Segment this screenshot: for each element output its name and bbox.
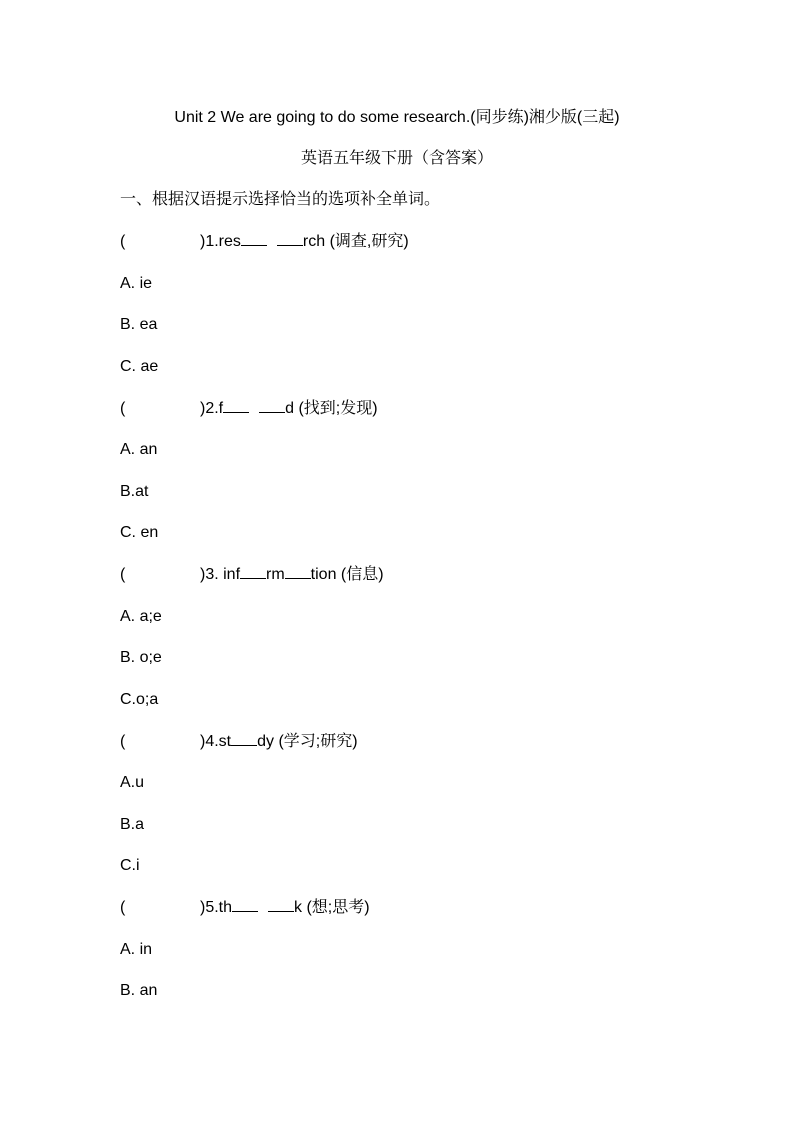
answer-blank: [268, 897, 294, 912]
option-1a: A. ie: [120, 275, 153, 292]
option-4b: B.a: [120, 816, 145, 833]
option-1c: C. ae: [120, 358, 159, 375]
document-title: Unit 2 We are going to do some research.(同步练)湘少版(三起): [174, 109, 620, 126]
question-number-stem: )4.st: [200, 733, 232, 750]
answer-paren: (: [120, 733, 126, 750]
option-1b: B. ea: [120, 316, 158, 333]
answer-paren: (: [120, 400, 126, 417]
option-3b: B. o;e: [120, 649, 162, 666]
question-hint: d (找到;发现): [285, 400, 378, 417]
document-subtitle: 英语五年级下册（含答案）: [300, 150, 493, 167]
option-5a: A. in: [120, 941, 153, 958]
option-3c: C.o;a: [120, 691, 159, 708]
option-5b: B. an: [120, 982, 158, 999]
question-hint: dy (学习;研究): [257, 733, 358, 750]
option-2c: C. en: [120, 524, 159, 541]
question-2: [120, 397, 378, 421]
answer-blank: [241, 231, 267, 246]
question-number-stem: )5.th: [200, 899, 233, 916]
option-2b: B.at: [120, 483, 149, 500]
question-1: [120, 230, 409, 254]
answer-paren: (: [120, 566, 126, 583]
question-hint: rch (调查,研究): [302, 233, 409, 250]
question-hint: k (想;思考): [294, 899, 370, 916]
answer-blank: [259, 398, 285, 413]
answer-paren: (: [120, 233, 126, 250]
question-4: [120, 730, 358, 754]
question-number-stem: )1.res: [200, 233, 241, 250]
answer-blank: [232, 897, 258, 912]
answer-blank: [231, 731, 257, 746]
option-3a: A. a;e: [120, 608, 162, 625]
answer-blank: [223, 398, 249, 413]
question-3: [120, 563, 384, 587]
question-hint: tion (信息): [310, 566, 384, 583]
question-middle: rm: [266, 566, 285, 583]
option-2a: A. an: [120, 441, 158, 458]
section-heading: 一、根据汉语提示选择恰当的选项补全单词。: [120, 191, 441, 208]
answer-blank: [277, 231, 303, 246]
question-number-stem: )2.f: [200, 400, 224, 417]
answer-paren: (: [120, 899, 126, 916]
option-4c: C.i: [120, 857, 140, 874]
question-5: [120, 896, 370, 920]
answer-blank: [285, 564, 311, 579]
option-4a: A.u: [120, 774, 145, 791]
answer-blank: [240, 564, 266, 579]
question-number-stem: )3. inf: [200, 566, 241, 583]
